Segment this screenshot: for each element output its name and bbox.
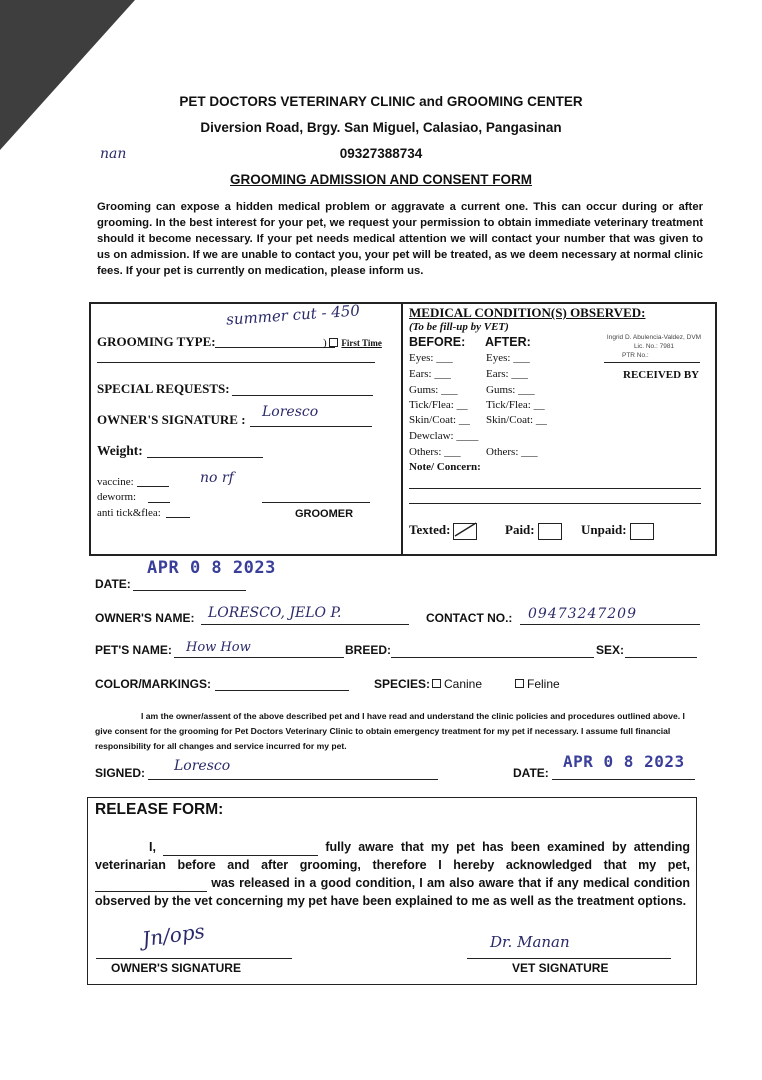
- vet-sig-line[interactable]: [467, 958, 671, 959]
- grooming-type-value: summer cut - 450: [225, 301, 361, 329]
- margin-note: nan: [100, 146, 127, 162]
- vaccine-note: no rf: [200, 470, 234, 486]
- before-gums[interactable]: Gums: ___: [409, 384, 458, 396]
- sex-line[interactable]: [625, 657, 697, 658]
- after-label: AFTER:: [485, 335, 531, 349]
- unpaid-field[interactable]: Unpaid:: [581, 522, 654, 540]
- vet-signature-caption: VET SIGNATURE: [512, 961, 609, 975]
- vaccine-line[interactable]: [137, 486, 169, 487]
- release-vet-signature: Dr. Manan: [490, 933, 570, 951]
- color-line[interactable]: [215, 690, 349, 691]
- first-time-box[interactable]: [329, 338, 338, 347]
- weight-label: Weight:: [97, 443, 143, 458]
- vet-stamp-ptr: PTR No.:: [622, 352, 649, 359]
- date-line[interactable]: [133, 590, 246, 591]
- medical-title: MEDICAL CONDITION(S) OBSERVED:: [409, 305, 646, 320]
- unpaid-checkbox[interactable]: [630, 523, 654, 540]
- first-time-label: First Time: [341, 338, 382, 348]
- owner-name-label: OWNER'S NAME:: [95, 611, 195, 625]
- before-ears[interactable]: Ears: ___: [409, 368, 451, 380]
- sex-label: SEX:: [596, 643, 625, 657]
- consent-paragraph: I am the owner/assent of the above described pet and I have read and understand the clinic policies and procedures outlined above. I give consent for the grooming for Pet Doctors Veterinary Clinic to obtain emergency treatment for my pet if necessary. I assume full financial responsibility for all changes and service incurred for my pet.: [95, 711, 685, 751]
- pet-name-line[interactable]: [174, 657, 344, 658]
- antitick-label: anti tick&flea:: [97, 507, 161, 519]
- signed-date-label: DATE:: [513, 766, 549, 780]
- signed-label: SIGNED:: [95, 766, 146, 780]
- contact-label: CONTACT NO.:: [426, 611, 513, 625]
- release-owner-signature: Jn/ops: [140, 918, 207, 952]
- after-tickflea[interactable]: Tick/Flea: __: [486, 399, 545, 411]
- after-eyes[interactable]: Eyes: ___: [486, 352, 530, 364]
- breed-line[interactable]: [391, 657, 594, 658]
- note-line-1[interactable]: [409, 488, 701, 489]
- signed-line[interactable]: [148, 779, 438, 780]
- grooming-type-line-2[interactable]: [97, 362, 375, 363]
- before-others[interactable]: Others: ___: [409, 446, 461, 458]
- before-eyes[interactable]: Eyes: ___: [409, 352, 453, 364]
- received-by-label: RECEIVED BY: [623, 369, 700, 381]
- owner-signature-label: OWNER'S SIGNATURE :: [97, 412, 246, 427]
- texted-check-mark: [454, 522, 478, 538]
- canine-option[interactable]: Canine: [432, 677, 482, 691]
- signed-date-stamp: APR 0 8 2023: [563, 752, 685, 771]
- form-title: GROOMING ADMISSION AND CONSENT FORM: [230, 172, 532, 187]
- intro-paragraph: Grooming can expose a hidden medical problem or aggravate a current one. This can occur during or after grooming. In the best interest for your pet, we request your permission to obtain immediate veterinary treatment should it become necessary. If your pet needs medical attention we will contact your number that was given to us on admission. If we are unable to contact you, your pet will be treated, as we deem necessary at normal clinic fees. If your pet is currently on medication, please inform us.: [97, 201, 703, 277]
- release-owner-name-line[interactable]: [163, 855, 318, 856]
- pet-name-value: How How: [186, 640, 251, 655]
- species-label: SPECIES:: [374, 677, 431, 691]
- pet-name-label: PET'S NAME:: [95, 643, 172, 657]
- grooming-type-label: GROOMING TYPE:: [97, 334, 216, 349]
- owner-signature-line[interactable]: [250, 426, 372, 427]
- first-time-checkbox[interactable]: ) First Time: [323, 337, 382, 349]
- date-stamp: APR 0 8 2023: [147, 558, 276, 578]
- groomer-line[interactable]: [262, 502, 370, 503]
- after-skincoat[interactable]: Skin/Coat: __: [486, 414, 547, 426]
- color-label: COLOR/MARKINGS:: [95, 677, 211, 691]
- special-requests-label: SPECIAL REQUESTS:: [97, 381, 230, 396]
- release-paragraph: I, fully aware that my pet has been examined by attending veterinarian before and after grooming, therefore I hereby acknowledged that my pet, was released in a good condition, I am also aware that if any medical condition observed by the vet concerning my pet have been explained to me as well as the treatment options.: [95, 840, 690, 908]
- note-label: Note/ Concern:: [409, 461, 481, 473]
- owner-name-line[interactable]: [201, 624, 409, 625]
- release-title: RELEASE FORM:: [95, 801, 224, 818]
- after-ears[interactable]: Ears: ___: [486, 368, 528, 380]
- owner-name-value: LORESCO, JELO P.: [208, 605, 342, 621]
- signed-value: Loresco: [174, 758, 231, 774]
- deworm-label: deworm:: [97, 491, 137, 503]
- special-requests-line[interactable]: [232, 395, 373, 396]
- date-label: DATE:: [95, 577, 131, 591]
- deworm-line[interactable]: [148, 502, 170, 503]
- vet-stamp-name: Ingrid D. Abulencia-Valdez, DVM: [606, 334, 702, 341]
- vaccine-label: vaccine:: [97, 476, 134, 488]
- note-line-2[interactable]: [409, 503, 701, 504]
- after-gums[interactable]: Gums: ___: [486, 384, 535, 396]
- after-others[interactable]: Others: ___: [486, 446, 538, 458]
- grooming-type-line[interactable]: [215, 347, 335, 348]
- before-tickflea[interactable]: Tick/Flea: __: [409, 399, 468, 411]
- antitick-line[interactable]: [166, 517, 190, 518]
- signed-date-line[interactable]: [552, 779, 695, 780]
- owner-signature-value: Loresco: [262, 404, 319, 420]
- before-skincoat[interactable]: Skin/Coat: __: [409, 414, 470, 426]
- before-dewclaw[interactable]: Dewclaw: ____: [409, 430, 479, 442]
- contact-value: 09473247209: [528, 606, 637, 622]
- groomer-label: GROOMER: [295, 508, 354, 520]
- clinic-name: PET DOCTORS VETERINARY CLINIC and GROOMING CENTER: [179, 94, 583, 109]
- clinic-phone: 09327388734: [339, 146, 423, 161]
- paid-field[interactable]: Paid:: [505, 522, 562, 540]
- texted-checkbox[interactable]: [453, 523, 477, 540]
- vet-stamp-lic: Lic. No.: 7981: [633, 343, 675, 350]
- release-pet-name-line[interactable]: [95, 891, 207, 892]
- owner-sig-line[interactable]: [96, 958, 292, 959]
- owner-signature-caption: OWNER'S SIGNATURE: [111, 961, 241, 975]
- texted-field[interactable]: Texted:: [409, 522, 477, 540]
- before-label: BEFORE:: [409, 335, 466, 349]
- weight-line[interactable]: [147, 457, 263, 458]
- contact-line[interactable]: [520, 624, 700, 625]
- paid-checkbox[interactable]: [538, 523, 562, 540]
- vet-stamp: [604, 333, 704, 360]
- feline-option[interactable]: Feline: [515, 677, 560, 691]
- breed-label: BREED:: [345, 643, 392, 657]
- clinic-address: Diversion Road, Brgy. San Miguel, Calasiao, Pangasinan: [200, 120, 562, 135]
- received-by-line[interactable]: [604, 362, 700, 363]
- medical-subtitle: (To be fill-up by VET): [409, 321, 509, 333]
